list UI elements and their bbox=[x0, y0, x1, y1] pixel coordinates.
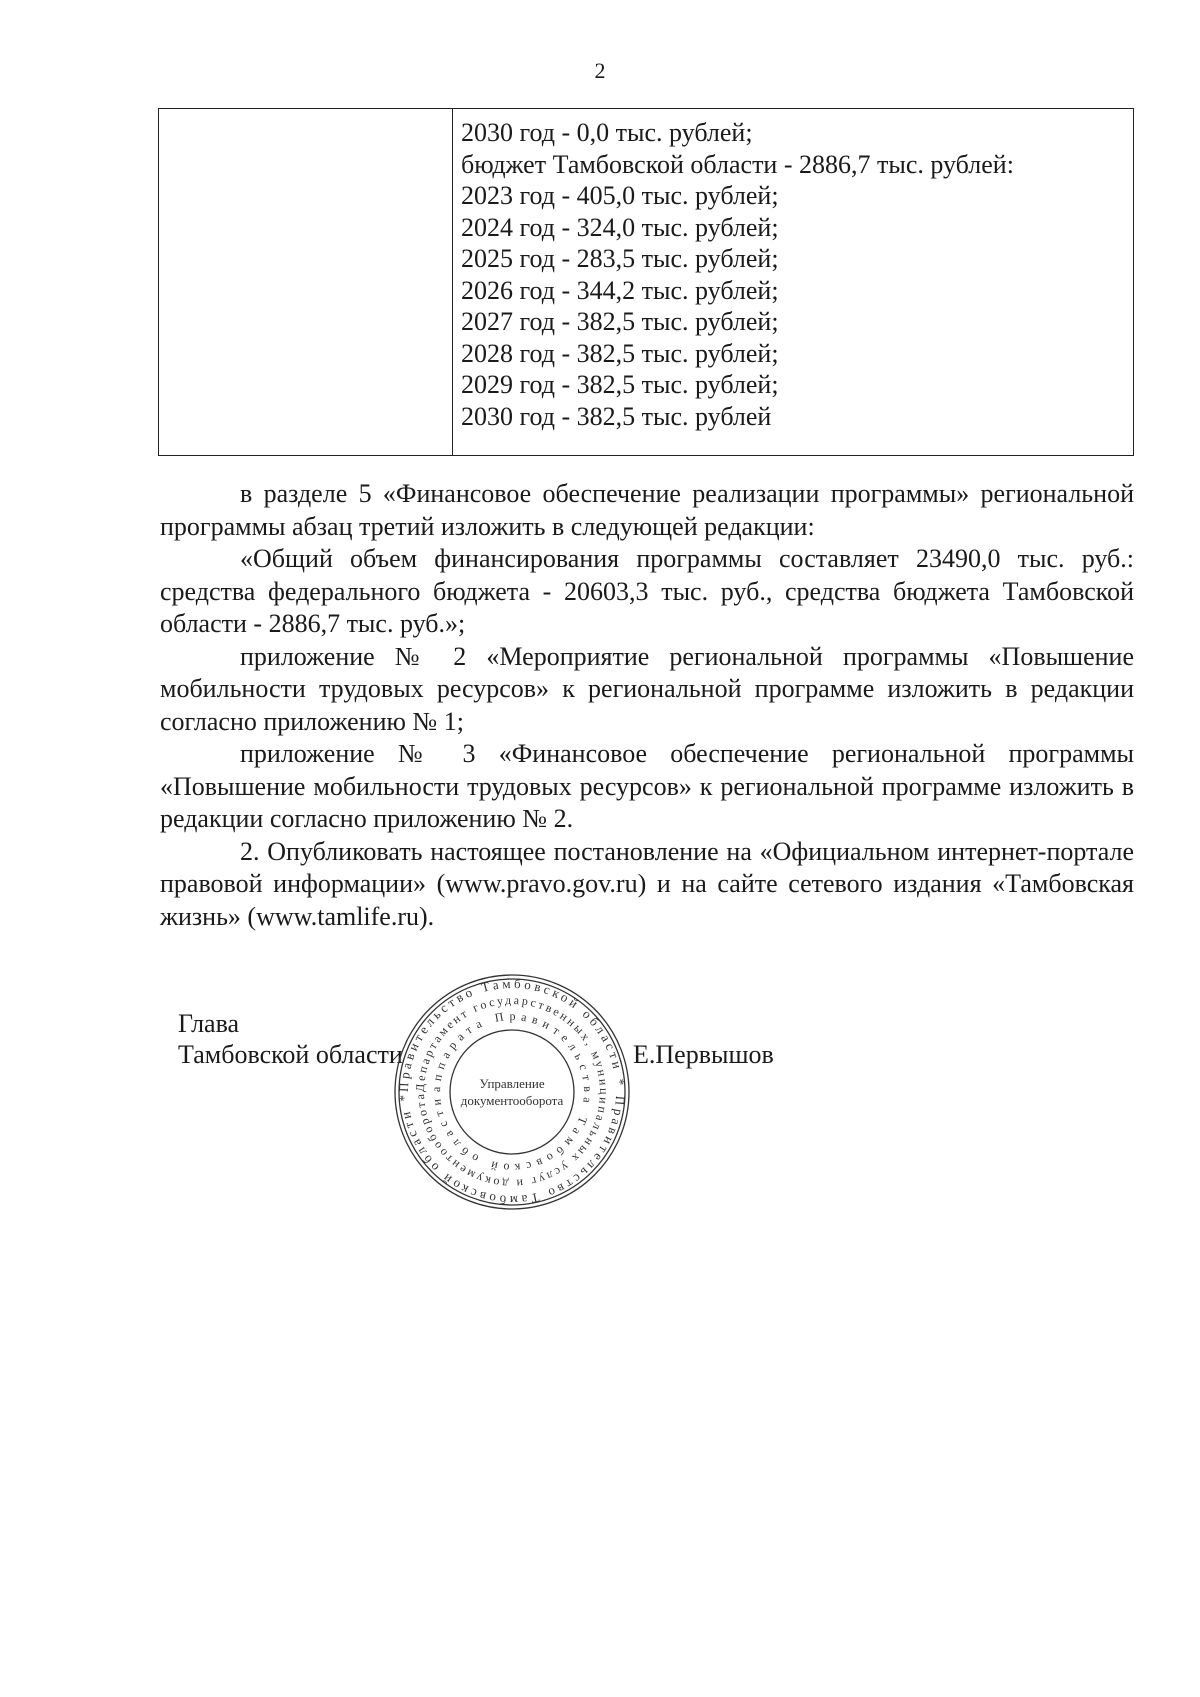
stamp-center-line1: Управление bbox=[479, 1076, 545, 1091]
stamp-middle-text: Департамент государственных, муниципальных услуг и документооборота bbox=[412, 992, 612, 1192]
budget-line: 2028 год - 382,5 тыс. рублей; bbox=[461, 338, 779, 368]
paragraph-publish: 2. Опубликовать настоящее постановление на «Официальном интернет-портале правовой информации» (www.pravo.gov.ru) и на сайте сетевого издания «Тамбовская жизнь» (www.tamlife.ru). bbox=[160, 836, 1134, 931]
official-stamp bbox=[392, 972, 632, 1212]
budget-line: 2026 год - 344,2 тыс. рублей; bbox=[461, 275, 779, 305]
signature-title-line2: Тамбовской области bbox=[178, 1040, 403, 1069]
budget-line: 2030 год - 0,0 тыс. рублей; bbox=[461, 118, 753, 147]
budget-line: бюджет Тамбовской области - 2886,7 тыс. рублей: bbox=[461, 149, 1014, 179]
page-number: 2 bbox=[594, 58, 606, 83]
budget-line: 2024 год - 324,0 тыс. рублей; bbox=[461, 212, 779, 242]
signature-title bbox=[178, 1008, 403, 1070]
table-column-divider bbox=[452, 109, 453, 455]
svg-text:аппарата Правительства Тамбовс bbox=[429, 1009, 595, 1175]
budget-line: 2029 год - 382,5 тыс. рублей; bbox=[461, 370, 779, 399]
paragraph-financing-quote: «Общий объем финансирования программы составляет 23490,0 тыс. руб.: средства федерального бюджета - 20603,3 тыс. руб., средства бюджета Тамбовской области - 2886,7 тыс. руб.»; bbox=[160, 544, 1134, 638]
table-left-cell bbox=[159, 109, 452, 455]
budget-line: 2025 год - 283,5 тыс. рублей; bbox=[461, 244, 779, 273]
paragraph-section5: в разделе 5 «Финансовое обеспечение реализации программы» региональной программы абзац третий изложить в следующей редакции: bbox=[160, 479, 1134, 541]
signatory-name: Е.Первышов bbox=[633, 1040, 774, 1069]
budget-line: 2030 год - 382,5 тыс. рублей bbox=[461, 401, 772, 431]
signature-title-line1: Глава bbox=[178, 1009, 240, 1038]
stamp-center-line2: документооборота bbox=[460, 1093, 564, 1108]
stamp-outer-text: Правительство Тамбовской области * Правительство Тамбовской области * bbox=[395, 975, 629, 1209]
budget-lines bbox=[461, 117, 1014, 432]
budget-line: 2023 год - 405,0 тыс. рублей; bbox=[461, 181, 779, 210]
paragraph-appendix2: приложение № 2 «Мероприятие региональной программы «Повышение мобильности трудовых ресурсов» к региональной программе изложить в редакции согласно приложению № 1; bbox=[160, 641, 1134, 736]
budget-line: 2027 год - 382,5 тыс. рублей; bbox=[461, 307, 779, 336]
paragraph-appendix3: приложение № 3 «Финансовое обеспечение региональной программы «Повышение мобильности трудовых ресурсов» к региональной программе изложить в редакции согласно приложению № 2. bbox=[160, 739, 1134, 833]
budget-table bbox=[158, 108, 1134, 456]
stamp-inner-text: аппарата Правительства Тамбовской области bbox=[428, 1008, 596, 1175]
document-body bbox=[160, 478, 1134, 933]
